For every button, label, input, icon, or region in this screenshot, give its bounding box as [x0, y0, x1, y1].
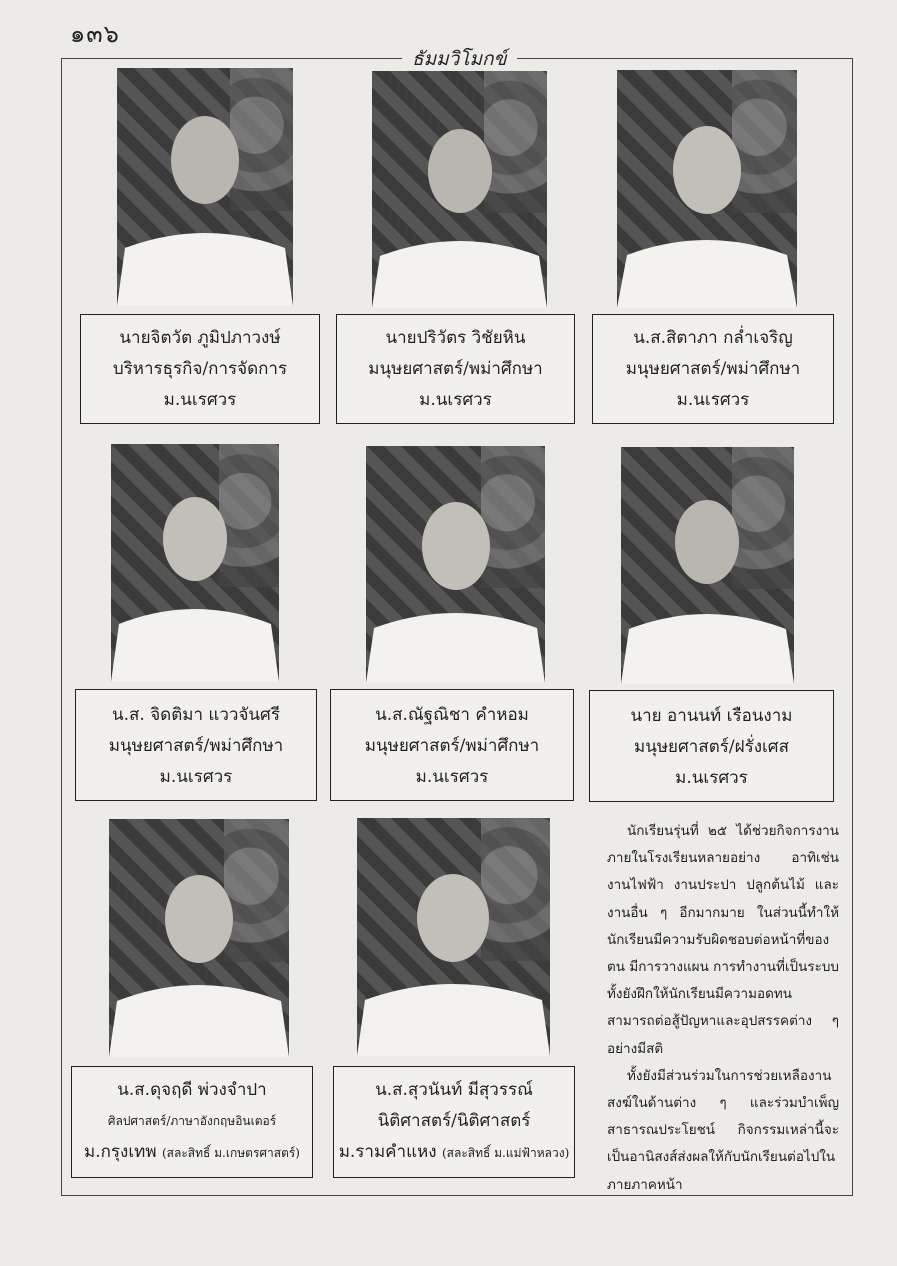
student-name: นายจิตวัต ภูมิปภาวงษ์ [119, 328, 281, 348]
student-major: มนุษยศาสตร์/ฝรั่งเศส [634, 737, 789, 757]
student-university: ม.นเรศวร [675, 768, 748, 788]
student-major: ศิลปศาสตร์/ภาษาอังกฤษอินเตอร์ [107, 1114, 277, 1128]
student-name: น.ส.ณัฐณิชา คำหอม [375, 705, 529, 725]
student-major: มนุษยศาสตร์/พม่าศึกษา [364, 736, 540, 756]
student-major: มนุษยศาสตร์/พม่าศึกษา [108, 736, 284, 756]
header-title: ธัมมวิโมกข์ [402, 44, 517, 74]
student-caption-8 [333, 1066, 575, 1178]
student-photo-3 [617, 70, 797, 308]
page-number: ๑๓๖ [70, 20, 120, 48]
student-major: มนุษยศาสตร์/พม่าศึกษา [368, 359, 543, 379]
student-university: ม.นเรศวร [415, 767, 489, 787]
student-university-line [72, 1137, 312, 1169]
student-caption-3 [592, 314, 834, 424]
student-major: มนุษยศาสตร์/พม่าศึกษา [625, 359, 801, 379]
student-note: (สละสิทธิ์ ม.เกษตรศาสตร์) [161, 1146, 300, 1160]
student-name: นายปริวัตร วิชัยหิน [385, 328, 526, 348]
student-university-line [334, 1137, 574, 1169]
article-paragraph-1: นักเรียนรุ่นที่ ๒๕ ได้ช่วยกิจการงานภายในโรงเรียนหลายอย่าง อาทิเช่น งานไฟฟ้า งานประปา ปลูกต้นไม้ และงานอื่น ๆ อีกมากมาย ในส่วนนี้ทำให้นักเรียนมีความรับผิดชอบต่อหน้าที่ของตน มีการวางแผน การทำงานที่เป็นระบบ ทั้งยังฝึกให้นักเรียนมีความอดทนสามารถต่อสู้ปัญหาและอุปสรรคต่าง ๆ อย่างมีสติ [607, 823, 839, 1057]
student-university: ม.กรุงเทพ [84, 1142, 157, 1162]
student-name: น.ส. จิดติมา แววจันศรี [112, 705, 280, 725]
student-university: ม.นเรศวร [159, 767, 233, 787]
student-major: บริหารธุรกิจ/การจัดการ [112, 359, 288, 379]
student-name: น.ส.ดุจฤดี พ่วงจำปา [117, 1080, 267, 1100]
student-university: ม.นเรศวร [163, 390, 237, 410]
student-university: ม.นเรศวร [419, 390, 492, 410]
student-note: (สละสิทธิ์ ม.แม่ฟ้าหลวง) [441, 1146, 570, 1160]
student-photo-8 [357, 818, 550, 1056]
article-text [607, 818, 839, 1199]
student-caption-6 [589, 690, 834, 802]
student-photo-4 [111, 444, 279, 682]
student-caption-2 [336, 314, 575, 424]
student-photo-1 [117, 68, 293, 306]
student-major: นิติศาสตร์/นิติศาสตร์ [377, 1111, 531, 1131]
student-caption-1 [80, 314, 320, 424]
student-photo-5 [366, 446, 545, 683]
student-photo-2 [372, 71, 547, 308]
student-university: ม.รามคำแหง [338, 1142, 437, 1162]
student-photo-7 [109, 819, 289, 1057]
student-name: น.ส.สุวนันท์ มีสุวรรณ์ [375, 1080, 533, 1100]
student-caption-7 [71, 1066, 313, 1178]
student-caption-5 [330, 689, 574, 801]
student-name: น.ส.สิตาภา กล่ำเจริญ [633, 328, 793, 348]
article-paragraph-2: ทั้งยังมีส่วนร่วมในการช่วยเหลืองานสงฆ์ในด้านต่าง ๆ และร่วมบำเพ็ญสาธารณประโยชน์ กิจกรรมเหล่านี้จะเป็นอานิสงส์ส่งผลให้กับนักเรียนต่อไปในภายภาคหน้า [607, 1067, 839, 1193]
student-photo-6 [621, 447, 794, 684]
student-name: นาย อานนท์ เรือนงาม [630, 706, 793, 726]
student-university: ม.นเรศวร [676, 390, 750, 410]
student-caption-4 [75, 689, 317, 801]
